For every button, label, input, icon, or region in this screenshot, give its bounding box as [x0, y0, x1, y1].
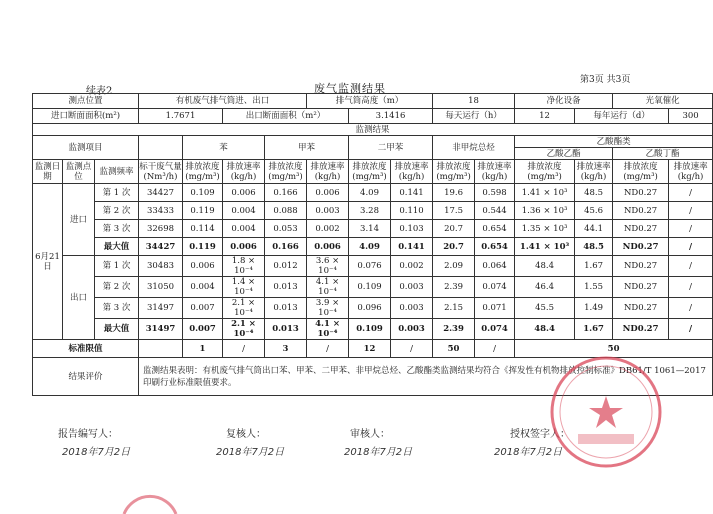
eval-label: 结果评价	[33, 358, 139, 396]
cell: 0.166	[265, 238, 307, 256]
cell: 0.119	[183, 202, 223, 220]
cell: /	[669, 238, 713, 256]
cell: /	[669, 298, 713, 319]
limit-value: 1	[183, 340, 223, 358]
cell: 0.004	[223, 220, 265, 238]
monitor-date: 6月21日	[33, 184, 63, 340]
rate-label: 排放速率(kg/h)	[576, 161, 611, 182]
cell: 0.004	[183, 277, 223, 298]
cell: 0.012	[265, 256, 307, 277]
cell: 45.5	[515, 298, 575, 319]
outlet-label: 出口	[63, 256, 95, 340]
height-value: 18	[433, 94, 515, 109]
cell: /	[669, 256, 713, 277]
cell: 0.141	[391, 184, 433, 202]
cell: 0.088	[265, 202, 307, 220]
cell: 0.096	[349, 298, 391, 319]
out-area-label: 出口断面面积（m²）	[223, 109, 349, 124]
limit-value: 50	[515, 340, 713, 358]
row-label: 第 1 次	[95, 184, 139, 202]
cell: 0.053	[265, 220, 307, 238]
daily-label: 每天运行（h）	[433, 109, 515, 124]
table-row	[33, 220, 713, 238]
cell: 0.006	[307, 184, 349, 202]
cell: 34427	[139, 184, 183, 202]
cell: 0.007	[183, 298, 223, 319]
company-seal-icon	[546, 352, 666, 472]
cell: 0.074	[475, 319, 515, 340]
cell: 2.1 × 10⁻⁴	[223, 298, 265, 319]
rate-label: 排放速率(kg/h)	[475, 160, 515, 184]
cell: 3.14	[349, 220, 391, 238]
cell: 31497	[139, 319, 183, 340]
annual-value: 300	[669, 109, 713, 124]
limit-value: /	[223, 340, 265, 358]
ethyl-acetate-header: 乙酸乙酯	[515, 148, 613, 160]
cell: 48.4	[515, 319, 575, 340]
cell: 31050	[139, 277, 183, 298]
rate-label: 排放速率(kg/h)	[307, 160, 349, 184]
limit-value: /	[391, 340, 433, 358]
unit-header-row	[33, 160, 713, 184]
area-label: 进口断面面积(m²)	[33, 109, 139, 124]
cell: ND0.27	[613, 238, 669, 256]
cell: 0.004	[223, 202, 265, 220]
cell: 2.1 × 10⁻⁴	[223, 319, 265, 340]
cell: 30483	[139, 256, 183, 277]
cell: 0.003	[391, 277, 433, 298]
cell: 2.39	[433, 277, 475, 298]
results-table	[32, 93, 713, 396]
date-label: 监测日期	[33, 160, 63, 184]
author-label: 报告编写人：	[58, 429, 118, 440]
author-date: 2018年7月2日	[62, 447, 131, 458]
info-row-1	[33, 94, 713, 109]
auditor-label: 审核人：	[350, 429, 390, 440]
conc-label: 排放浓度(mg/m³)	[183, 160, 223, 184]
cell: ND0.27	[613, 220, 669, 238]
limit-label: 标准限值	[33, 340, 139, 358]
row-label: 第 3 次	[95, 298, 139, 319]
cell: 34427	[139, 238, 183, 256]
point-label: 监测点位	[63, 160, 95, 184]
results-title-row	[33, 124, 713, 136]
pollutant-header-row	[33, 136, 713, 148]
xylene-header: 二甲苯	[349, 136, 433, 160]
cell: 0.119	[183, 238, 223, 256]
row-label: 最大值	[95, 319, 139, 340]
cell: 0.076	[349, 256, 391, 277]
cell: ND0.27	[613, 277, 669, 298]
freq-label: 监测频率	[95, 160, 139, 184]
cell: 0.003	[391, 298, 433, 319]
table-label: 续表2	[86, 86, 113, 97]
inlet-label: 进口	[63, 184, 95, 256]
cell: 4.09	[349, 238, 391, 256]
cell: /	[669, 319, 713, 340]
location-value: 有机废气排气筒进、出口	[139, 94, 307, 109]
table-row	[33, 202, 713, 220]
cell: 1.49	[575, 298, 613, 319]
cell: 0.003	[307, 202, 349, 220]
conc-label: 排放浓度(mg/m³)	[265, 160, 307, 184]
cell: 45.6	[575, 202, 613, 220]
location-label: 测点位置	[33, 94, 139, 109]
cell: 0.103	[391, 220, 433, 238]
row-label: 第 3 次	[95, 220, 139, 238]
cell: 0.064	[475, 256, 515, 277]
cell: 0.002	[391, 256, 433, 277]
conc-label: 排放浓度(mg/m³)	[613, 160, 669, 184]
nmhc-header: 非甲烷总烃	[433, 136, 515, 160]
conc-label: 排放浓度(mg/m³)	[515, 160, 575, 184]
eval-text: 监测结果表明：有机废气排气筒出口苯、甲苯、二甲苯、非甲烷总烃、乙酸酯类监测结果均符合《挥发性有机物排放控制标准》DB61/T 1061—2017 印刷行业标准限值要求。	[139, 358, 713, 396]
cell: 0.114	[183, 220, 223, 238]
limit-value: 50	[433, 340, 475, 358]
acetate-header: 乙酸酯类	[515, 136, 713, 148]
toluene-header: 甲苯	[265, 136, 349, 160]
cell: /	[669, 277, 713, 298]
cell: 0.544	[475, 202, 515, 220]
cell: 46.4	[515, 277, 575, 298]
document-title: 废气监测结果	[314, 82, 386, 95]
item-label: 监测项目	[33, 136, 139, 160]
info-row-2	[33, 109, 713, 124]
cell: 48.4	[515, 256, 575, 277]
annual-label: 每年运行（d）	[575, 109, 669, 124]
partial-seal-icon	[120, 484, 180, 514]
cell: /	[669, 220, 713, 238]
signer-date: 2018年7月2日	[494, 447, 563, 458]
cell: 3.6 × 10⁻⁴	[307, 256, 349, 277]
cell: 0.071	[475, 298, 515, 319]
limit-value: 12	[349, 340, 391, 358]
rate-label: 排放速率(kg/h)	[223, 160, 265, 184]
cell: 3.9 × 10⁻⁴	[307, 298, 349, 319]
auditor-date: 2018年7月2日	[344, 447, 413, 458]
cell: 19.6	[433, 184, 475, 202]
row-label: 第 1 次	[95, 256, 139, 277]
cell: /	[669, 184, 713, 202]
cell: 0.007	[183, 319, 223, 340]
daily-value: 12	[515, 109, 575, 124]
cell: 33433	[139, 202, 183, 220]
conc-label: 排放浓度(mg/m³)	[433, 160, 475, 184]
flow-header-empty	[139, 136, 183, 160]
cell: 31497	[139, 298, 183, 319]
cell: 0.074	[475, 277, 515, 298]
cell: 0.598	[475, 184, 515, 202]
data-body	[33, 184, 713, 340]
cell: 0.109	[183, 184, 223, 202]
cell: ND0.27	[613, 202, 669, 220]
cell: /	[669, 202, 713, 220]
cell: 3.28	[349, 202, 391, 220]
cell: 0.003	[391, 319, 433, 340]
cell: 2.15	[433, 298, 475, 319]
cell: 0.006	[223, 184, 265, 202]
cell: 1.35 × 10³	[515, 220, 575, 238]
cell: 1.4 × 10⁻⁴	[223, 277, 265, 298]
cell: 1.67	[575, 256, 613, 277]
cell: 48.5	[575, 184, 613, 202]
cell: 0.654	[475, 220, 515, 238]
cell: 1.55	[575, 277, 613, 298]
cell: 0.654	[475, 238, 515, 256]
cell: 20.7	[433, 220, 475, 238]
cell: 0.013	[265, 298, 307, 319]
cell: 0.013	[265, 277, 307, 298]
cell: ND0.27	[613, 184, 669, 202]
cell: 1.8 × 10⁻⁴	[223, 256, 265, 277]
cell: 4.09	[349, 184, 391, 202]
limit-value: /	[307, 340, 349, 358]
cell: 0.006	[183, 256, 223, 277]
height-label: 排气筒高度（m）	[307, 94, 433, 109]
cell: 0.109	[349, 319, 391, 340]
cell: 0.141	[391, 238, 433, 256]
cell: ND0.27	[613, 298, 669, 319]
area-value: 1.7671	[139, 109, 223, 124]
signer-label: 授权签字人：	[510, 429, 570, 440]
cell: 2.39	[433, 319, 475, 340]
row-label: 最大值	[95, 238, 139, 256]
cell: 1.67	[575, 319, 613, 340]
cell: 0.006	[223, 238, 265, 256]
cell: 0.006	[307, 238, 349, 256]
cell: 4.1 × 10⁻⁴	[307, 277, 349, 298]
limit-empty	[139, 340, 183, 358]
cell: 1.41 × 10³	[515, 238, 575, 256]
flow-label: 标干废气量(Nm³/h)	[139, 161, 182, 182]
cell: ND0.27	[613, 256, 669, 277]
row-label: 第 2 次	[95, 277, 139, 298]
butyl-acetate-header: 乙酸丁酯	[613, 148, 713, 160]
cell: 20.7	[433, 238, 475, 256]
cell: 0.013	[265, 319, 307, 340]
equip-label: 净化设备	[515, 94, 613, 109]
cell: ND0.27	[613, 319, 669, 340]
table-row	[33, 319, 713, 340]
row-label: 第 2 次	[95, 202, 139, 220]
equip-value: 光氧催化	[613, 94, 713, 109]
out-area-value: 3.1416	[349, 109, 433, 124]
table-row	[33, 238, 713, 256]
benzene-header: 苯	[183, 136, 265, 160]
limit-value: 3	[265, 340, 307, 358]
reviewer-label: 复核人：	[226, 429, 266, 440]
results-title: 监测结果	[33, 124, 713, 136]
cell: 1.41 × 10³	[515, 184, 575, 202]
cell: 0.002	[307, 220, 349, 238]
table-row	[33, 298, 713, 319]
limit-value: /	[475, 340, 515, 358]
cell: 0.110	[391, 202, 433, 220]
cell: 48.5	[575, 238, 613, 256]
cell: 1.36 × 10³	[515, 202, 575, 220]
cell: 0.109	[349, 277, 391, 298]
table-row	[33, 277, 713, 298]
conc-label: 排放浓度(mg/m³)	[349, 160, 391, 184]
cell: 4.1 × 10⁻⁴	[307, 319, 349, 340]
reviewer-date: 2018年7月2日	[216, 447, 285, 458]
page-number: 第3页 共3页	[580, 75, 631, 85]
cell: 44.1	[575, 220, 613, 238]
table-row	[33, 184, 713, 202]
rate-label: 排放速率(kg/h)	[391, 160, 433, 184]
cell: 17.5	[433, 202, 475, 220]
table-row	[33, 256, 713, 277]
cell: 32698	[139, 220, 183, 238]
cell: 2.09	[433, 256, 475, 277]
cell: 0.166	[265, 184, 307, 202]
rate-label: 排放速率(kg/h)	[669, 160, 713, 184]
